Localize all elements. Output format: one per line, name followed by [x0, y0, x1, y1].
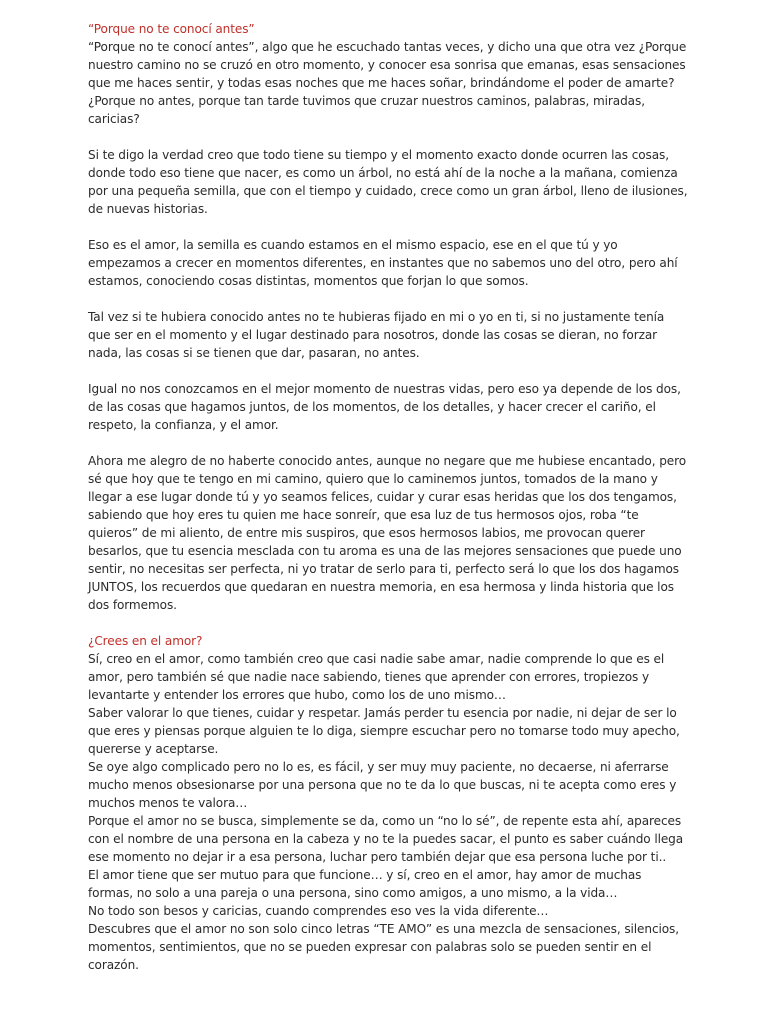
paragraph: Porque el amor no se busca, simplemente se da, como un “no lo sé”, de repente esta ahí, apareces con el nombre de una persona en la cabeza y no te la puedes sacar, el punto es saber cuándo llega ese momento no dejar ir a esa persona, luchar pero también dejar que esa persona luche por ti..	[88, 814, 684, 864]
paragraph: Sí, creo en el amor, como también creo que casi nadie sabe amar, nadie comprende lo que es el amor, pero también sé que nadie nace sabiendo, tienes que aprender con errores, tropiezos y levantarte y entender los errores que hubo, como los de uno mismo…	[88, 652, 665, 702]
document-page	[88, 20, 688, 974]
paragraph: Si te digo la verdad creo que todo tiene su tiempo y el momento exacto donde ocurren las cosas, donde todo eso tiene que nacer, es como un árbol, no está ahí de la noche a la mañana, comienza por una pequeña semilla, que con el tiempo y cuidado, crece como un gran árbol, lleno de ilusiones, de nuevas historias.	[88, 148, 688, 216]
paragraph: Igual no nos conozcamos en el mejor momento de nuestras vidas, pero eso ya depende de los dos, de las cosas que hagamos juntos, de los momentos, de los detalles, y hacer crecer el cariño, el respeto, la confianza, y el amor.	[88, 382, 681, 432]
paragraph: Se oye algo complicado pero no lo es, es fácil, y ser muy muy paciente, no decaerse, ni aferrarse mucho menos obsesionarse por una persona que no te da lo que buscas, ni te acepta como eres y muchos menos te valora…	[88, 760, 677, 810]
paragraph: Saber valorar lo que tienes, cuidar y respetar. Jamás perder tu esencia por nadie, ni dejar de ser lo que eres y piensas porque alguien te lo diga, siempre escuchar pero no tomarse todo muy apecho, quererse y aceptarse.	[88, 706, 680, 756]
paragraph-gap	[88, 128, 688, 146]
paragraph-gap	[88, 434, 688, 452]
paragraph: Descubres que el amor no son solo cinco letras “TE AMO” es una mezcla de sensaciones, silencios, momentos, sentimientos, que no se pueden expresar con palabras solo se pueden sentir en el corazón.	[88, 922, 680, 972]
paragraph-gap	[88, 218, 688, 236]
paragraph-gap	[88, 290, 688, 308]
paragraph: No todo son besos y caricias, cuando comprendes eso ves la vida diferente…	[88, 904, 549, 918]
section-heading-1: “Porque no te conocí antes”	[88, 22, 255, 36]
section-heading-2: ¿Crees en el amor?	[88, 634, 203, 648]
paragraph: Eso es el amor, la semilla es cuando estamos en el mismo espacio, ese en el que tú y yo empezamos a crecer en momentos diferentes, en instantes que no sabemos uno del otro, pero ahí estamos, conociendo cosas distintas, momentos que forjan lo que somos.	[88, 238, 678, 288]
paragraph: “Porque no te conocí antes”, algo que he escuchado tantas veces, y dicho una que otra vez ¿Porque nuestro camino no se cruzó en otro momento, y conocer esa sonrisa que emanas, esas sensaciones que me haces sentir, y todas esas noches que me haces soñar, brindándome el poder de amarte? ¿Porque no antes, porque tan tarde tuvimos que cruzar nuestros caminos, palabras, miradas, caricias?	[88, 40, 687, 126]
paragraph: Ahora me alegro de no haberte conocido antes, aunque no negare que me hubiese encantado, pero sé que hoy que te tengo en mi camino, quiero que lo caminemos juntos, tomados de la mano y llegar a ese lugar donde tú y yo seamos felices, cuidar y curar esas heridas que los dos tengamos, sabiendo que hoy eres tu quien me hace sonreír, que esa luz de tus hermosos ojos, roba “te quieros” de mi aliento, de entre mis suspiros, que esos hermosos labios, me provocan querer besarlos, que tu esencia mesclada con tu aroma es una de las mejores sensaciones que puede uno sentir, no necesitas ser perfecta, ni yo tratar de serlo para ti, perfecto será lo que los dos hagamos JUNTOS, los recuerdos que quedaran en nuestra memoria, en esa hermosa y linda historia que los dos formemos.	[88, 454, 687, 612]
paragraph: Tal vez si te hubiera conocido antes no te hubieras fijado en mi o yo en ti, si no justamente tenía que ser en el momento y el lugar destinado para nosotros, donde las cosas se dieran, no forzar nada, las cosas si se tienen que dar, pasaran, no antes.	[88, 310, 665, 360]
paragraph: El amor tiene que ser mutuo para que funcione… y sí, creo en el amor, hay amor de muchas formas, no solo a una pareja o una persona, sino como amigos, a uno mismo, a la vida…	[88, 868, 642, 900]
paragraph-gap	[88, 362, 688, 380]
paragraph-gap	[88, 614, 688, 632]
